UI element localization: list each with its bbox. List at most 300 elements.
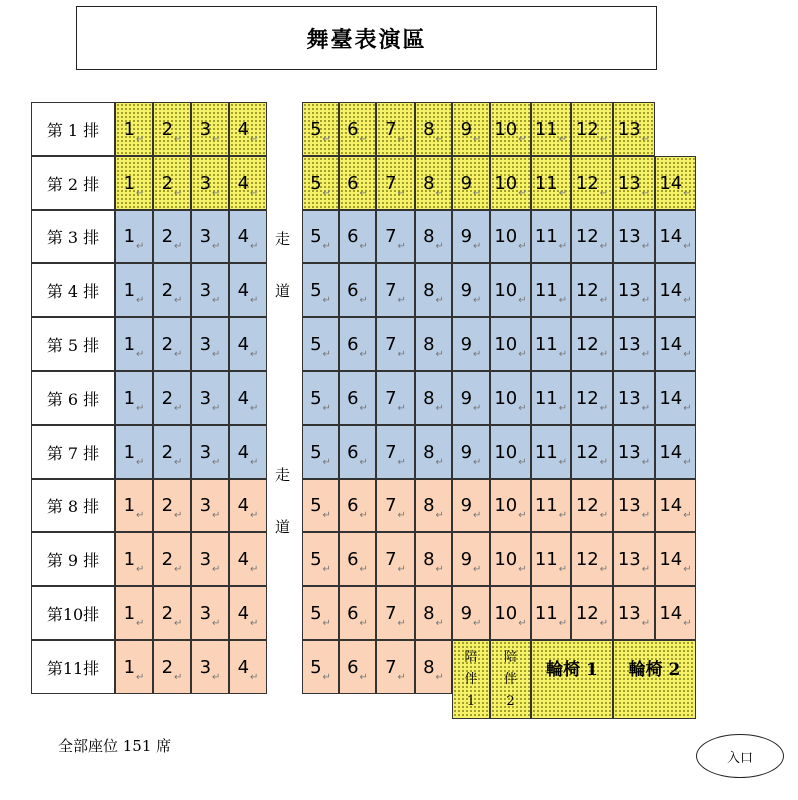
seat-mark: ↵ <box>558 188 568 199</box>
seat-mark: ↵ <box>136 241 145 252</box>
seat[interactable] <box>490 156 531 210</box>
seat-mark: ↵ <box>174 188 183 199</box>
seat[interactable] <box>415 317 452 371</box>
seat-number: 1 <box>123 656 136 678</box>
seat[interactable] <box>490 425 531 479</box>
seat[interactable] <box>571 586 613 640</box>
seat[interactable] <box>452 210 490 263</box>
seat[interactable] <box>655 532 696 586</box>
seat-mark: ↵ <box>683 241 692 252</box>
seat-mark: ↵ <box>558 564 568 575</box>
seat[interactable] <box>376 210 415 263</box>
seat-mark: ↵ <box>558 618 568 629</box>
seat[interactable] <box>302 317 339 371</box>
seat[interactable] <box>376 371 415 425</box>
seat[interactable] <box>613 425 655 479</box>
seat-mark: ↵ <box>212 564 221 575</box>
seat[interactable] <box>339 102 376 156</box>
seat-number: 3 <box>199 226 212 247</box>
seat-number: 11 <box>534 495 558 516</box>
seat-number: 14 <box>659 333 683 355</box>
seat[interactable] <box>655 425 696 479</box>
seat[interactable] <box>302 479 339 532</box>
seat[interactable] <box>613 317 655 371</box>
seat-mark: ↵ <box>683 457 692 468</box>
seat-number: 5 <box>310 226 322 247</box>
seat-number: 8 <box>423 602 435 624</box>
seat[interactable] <box>415 532 452 586</box>
seat[interactable] <box>191 479 229 532</box>
seat[interactable] <box>339 156 376 210</box>
seat-number: 4 <box>237 656 250 678</box>
seat[interactable] <box>415 371 452 425</box>
seat-number: 4 <box>237 495 250 516</box>
seat-number: 11 <box>534 226 558 247</box>
seat-mark: ↵ <box>212 403 221 414</box>
row-label: 第 8 排 <box>31 479 115 532</box>
seat[interactable] <box>376 156 415 210</box>
seat-mark: ↵ <box>435 618 444 629</box>
seat[interactable] <box>191 102 229 156</box>
seat[interactable] <box>415 102 452 156</box>
seat[interactable] <box>153 263 191 317</box>
seat[interactable] <box>302 156 339 210</box>
wheelchair-label: 輪椅 1 <box>546 660 598 680</box>
seat-mark: ↵ <box>558 295 568 306</box>
seat-number: 6 <box>347 656 359 678</box>
seat-mark: ↵ <box>641 403 651 414</box>
seat[interactable] <box>115 317 153 371</box>
seat-mark: ↵ <box>397 510 406 521</box>
seat-mark: ↵ <box>250 134 259 145</box>
seat-number: 6 <box>347 172 359 194</box>
seat[interactable] <box>302 425 339 479</box>
seat-number: 13 <box>617 548 641 570</box>
seat[interactable] <box>339 640 376 694</box>
seat[interactable] <box>191 210 229 263</box>
seat[interactable] <box>153 479 191 532</box>
seat-mark: ↵ <box>518 188 527 199</box>
seat[interactable] <box>229 156 267 210</box>
companion-char: 2 <box>506 693 515 709</box>
seat-number: 8 <box>423 226 435 247</box>
seat-number: 11 <box>534 172 558 194</box>
seat-number: 4 <box>237 602 250 624</box>
seat[interactable] <box>613 586 655 640</box>
seat[interactable] <box>531 479 571 532</box>
seat-number: 11 <box>534 548 558 570</box>
seat[interactable] <box>302 640 339 694</box>
seat-mark: ↵ <box>641 510 651 521</box>
seat-number: 7 <box>385 495 397 516</box>
seat[interactable] <box>531 586 571 640</box>
seat[interactable] <box>339 479 376 532</box>
seat[interactable] <box>229 102 267 156</box>
seat[interactable] <box>229 586 267 640</box>
seat[interactable] <box>302 102 339 156</box>
seat-mark: ↵ <box>641 241 651 252</box>
seat-mark: ↵ <box>397 672 406 683</box>
seat-number: 5 <box>310 548 322 570</box>
seat-number: 9 <box>460 387 473 409</box>
seat-mark: ↵ <box>212 188 221 199</box>
seat-mark: ↵ <box>397 457 406 468</box>
seat-number: 5 <box>310 656 322 678</box>
seat[interactable] <box>153 102 191 156</box>
seat-mark: ↵ <box>250 295 259 306</box>
companion-seat-2[interactable] <box>490 640 531 719</box>
seat-number: 6 <box>347 602 359 624</box>
seat[interactable] <box>376 425 415 479</box>
seat-number: 11 <box>534 602 558 624</box>
seat[interactable] <box>571 102 613 156</box>
seat-mark: ↵ <box>212 349 221 360</box>
seat-mark: ↵ <box>599 618 609 629</box>
seat[interactable] <box>115 532 153 586</box>
seat[interactable] <box>229 425 267 479</box>
seat[interactable] <box>339 532 376 586</box>
seat-number: 10 <box>494 495 518 516</box>
seat[interactable] <box>153 640 191 694</box>
seat-mark: ↵ <box>641 188 651 199</box>
seat[interactable] <box>655 479 696 532</box>
seat[interactable] <box>229 640 267 694</box>
seat[interactable] <box>613 263 655 317</box>
seat[interactable] <box>531 210 571 263</box>
seat-mark: ↵ <box>250 510 259 521</box>
seat-number: 2 <box>161 279 174 301</box>
seat-mark: ↵ <box>518 134 527 145</box>
seat-mark: ↵ <box>518 349 527 360</box>
seat[interactable] <box>571 425 613 479</box>
seat-number: 12 <box>575 279 599 301</box>
seat[interactable] <box>452 263 490 317</box>
seat-mark: ↵ <box>136 403 145 414</box>
seat-number: 9 <box>460 172 473 194</box>
seat-number: 4 <box>237 387 250 409</box>
companion-seat-1[interactable] <box>452 640 490 719</box>
seat[interactable] <box>153 156 191 210</box>
seat[interactable] <box>415 156 452 210</box>
seat-mark: ↵ <box>558 349 568 360</box>
seat-mark: ↵ <box>473 241 482 252</box>
seat[interactable] <box>415 640 452 694</box>
seat[interactable] <box>302 210 339 263</box>
seat[interactable] <box>376 586 415 640</box>
seat-mark: ↵ <box>359 295 368 306</box>
seat-mark: ↵ <box>641 564 651 575</box>
seat[interactable] <box>191 532 229 586</box>
seat-mark: ↵ <box>322 618 331 629</box>
seat-mark: ↵ <box>435 672 444 683</box>
seat[interactable] <box>191 640 229 694</box>
seat[interactable] <box>302 532 339 586</box>
seat[interactable] <box>452 102 490 156</box>
seat[interactable] <box>339 425 376 479</box>
seat[interactable] <box>452 586 490 640</box>
seat[interactable] <box>571 371 613 425</box>
seat[interactable] <box>655 263 696 317</box>
seat-number: 12 <box>575 548 599 570</box>
seat[interactable] <box>115 479 153 532</box>
seat[interactable] <box>376 317 415 371</box>
seat-number: 5 <box>310 441 322 463</box>
seat[interactable] <box>571 532 613 586</box>
seat-mark: ↵ <box>136 134 145 145</box>
seat-number: 7 <box>385 118 397 140</box>
seat[interactable] <box>571 156 613 210</box>
seat[interactable] <box>376 640 415 694</box>
companion-char: 陪 <box>503 649 517 665</box>
seat[interactable] <box>115 640 153 694</box>
seat[interactable] <box>452 156 490 210</box>
seat[interactable] <box>415 263 452 317</box>
seat[interactable] <box>452 532 490 586</box>
seat-number: 6 <box>347 387 359 409</box>
seat-mark: ↵ <box>599 349 609 360</box>
seat-mark: ↵ <box>599 134 609 145</box>
seat[interactable] <box>229 371 267 425</box>
seat-mark: ↵ <box>322 134 331 145</box>
seat[interactable] <box>531 425 571 479</box>
seat[interactable] <box>571 479 613 532</box>
seat[interactable] <box>115 210 153 263</box>
seat[interactable] <box>531 317 571 371</box>
seat[interactable] <box>302 586 339 640</box>
seat-number: 12 <box>575 118 599 140</box>
seat-number: 1 <box>123 279 136 301</box>
seat-mark: ↵ <box>250 241 259 252</box>
seat-mark: ↵ <box>322 672 331 683</box>
seat[interactable] <box>490 263 531 317</box>
seat-number: 1 <box>123 602 136 624</box>
seat[interactable] <box>415 425 452 479</box>
seat-number: 14 <box>659 279 683 301</box>
seat[interactable] <box>655 586 696 640</box>
seat[interactable] <box>415 210 452 263</box>
seat-number: 8 <box>423 172 435 194</box>
seat[interactable] <box>115 263 153 317</box>
seat[interactable] <box>229 479 267 532</box>
seat[interactable] <box>415 479 452 532</box>
seat-mark: ↵ <box>599 457 609 468</box>
seat-number: 5 <box>310 172 322 194</box>
seat[interactable] <box>490 210 531 263</box>
seat[interactable] <box>531 263 571 317</box>
seat-number: 5 <box>310 387 322 409</box>
seat-number: 4 <box>237 548 250 570</box>
seat[interactable] <box>655 210 696 263</box>
seat[interactable] <box>531 156 571 210</box>
seat-number: 13 <box>617 495 641 516</box>
seat[interactable] <box>191 425 229 479</box>
seat-mark: ↵ <box>473 295 482 306</box>
seat[interactable] <box>191 317 229 371</box>
seat-mark: ↵ <box>599 241 609 252</box>
seat-number: 7 <box>385 226 397 247</box>
seat-mark: ↵ <box>136 188 145 199</box>
seat[interactable] <box>613 210 655 263</box>
seat[interactable] <box>613 102 655 156</box>
wheelchair-space-1[interactable] <box>531 640 613 719</box>
seat-number: 10 <box>494 226 518 247</box>
aisle-label-char: 道 <box>275 282 291 300</box>
seat-number: 9 <box>460 495 473 516</box>
seat[interactable] <box>376 102 415 156</box>
seat-mark: ↵ <box>212 672 221 683</box>
seat[interactable] <box>376 263 415 317</box>
seat[interactable] <box>490 102 531 156</box>
aisle-label-char: 走 <box>275 230 291 248</box>
seat-number: 2 <box>161 441 174 463</box>
seat[interactable] <box>115 102 153 156</box>
seat[interactable] <box>613 532 655 586</box>
seat[interactable] <box>339 371 376 425</box>
seat[interactable] <box>655 156 696 210</box>
wheelchair-space-2[interactable] <box>613 640 696 719</box>
seat[interactable] <box>490 479 531 532</box>
seat[interactable] <box>115 425 153 479</box>
seat[interactable] <box>490 371 531 425</box>
stage-area <box>76 6 657 70</box>
seat[interactable] <box>229 317 267 371</box>
seat-mark: ↵ <box>518 510 527 521</box>
seat-mark: ↵ <box>558 510 568 521</box>
seat-mark: ↵ <box>473 618 482 629</box>
seat-number: 10 <box>494 441 518 463</box>
seat-number: 2 <box>161 602 174 624</box>
seat-mark: ↵ <box>174 510 183 521</box>
seat[interactable] <box>613 371 655 425</box>
seat-mark: ↵ <box>641 295 651 306</box>
seat[interactable] <box>229 263 267 317</box>
seat-number: 13 <box>617 118 641 140</box>
seat-mark: ↵ <box>397 349 406 360</box>
seat[interactable] <box>115 586 153 640</box>
seat-mark: ↵ <box>212 295 221 306</box>
seat[interactable] <box>531 102 571 156</box>
seat[interactable] <box>613 156 655 210</box>
seat[interactable] <box>571 263 613 317</box>
seat-number: 3 <box>199 279 212 301</box>
seat-mark: ↵ <box>558 457 568 468</box>
seat-number: 1 <box>123 172 136 194</box>
seat-mark: ↵ <box>174 457 183 468</box>
seat-mark: ↵ <box>683 564 692 575</box>
seat-mark: ↵ <box>322 349 331 360</box>
seat-number: 9 <box>460 226 473 247</box>
seat[interactable] <box>490 586 531 640</box>
seat[interactable] <box>153 586 191 640</box>
seat[interactable] <box>415 586 452 640</box>
seat[interactable] <box>153 317 191 371</box>
seat[interactable] <box>339 586 376 640</box>
seat-number: 5 <box>310 602 322 624</box>
seat-mark: ↵ <box>473 510 482 521</box>
seat[interactable] <box>229 210 267 263</box>
seat[interactable] <box>452 425 490 479</box>
seat[interactable] <box>115 371 153 425</box>
seat-number: 13 <box>617 172 641 194</box>
seat[interactable] <box>490 317 531 371</box>
seat-mark: ↵ <box>359 188 368 199</box>
seat-mark: ↵ <box>518 618 527 629</box>
seat-number: 13 <box>617 441 641 463</box>
seat-number: 5 <box>310 495 322 516</box>
seat[interactable] <box>613 479 655 532</box>
seat[interactable] <box>302 263 339 317</box>
seat-mark: ↵ <box>435 564 444 575</box>
seat-number: 7 <box>385 602 397 624</box>
seat[interactable] <box>229 532 267 586</box>
seat-number: 14 <box>659 495 683 516</box>
seat-mark: ↵ <box>322 403 331 414</box>
seat-mark: ↵ <box>558 403 568 414</box>
seat[interactable] <box>452 317 490 371</box>
seat[interactable] <box>571 317 613 371</box>
row-label: 第 2 排 <box>31 156 115 210</box>
seat-mark: ↵ <box>359 510 368 521</box>
seat[interactable] <box>191 586 229 640</box>
seat[interactable] <box>531 532 571 586</box>
seat[interactable] <box>191 156 229 210</box>
seat-mark: ↵ <box>397 618 406 629</box>
seat[interactable] <box>339 210 376 263</box>
seat-mark: ↵ <box>518 241 527 252</box>
seat-mark: ↵ <box>435 241 444 252</box>
seat[interactable] <box>655 371 696 425</box>
seat[interactable] <box>153 425 191 479</box>
seat-number: 7 <box>385 172 397 194</box>
seat-mark: ↵ <box>136 510 145 521</box>
seat[interactable] <box>191 371 229 425</box>
seat-number: 6 <box>347 495 359 516</box>
seat[interactable] <box>191 263 229 317</box>
seat-mark: ↵ <box>683 510 692 521</box>
seat[interactable] <box>339 263 376 317</box>
seat[interactable] <box>376 532 415 586</box>
seat[interactable] <box>531 371 571 425</box>
seat[interactable] <box>452 479 490 532</box>
seat-mark: ↵ <box>212 241 221 252</box>
seat-mark: ↵ <box>136 672 145 683</box>
seat[interactable] <box>153 371 191 425</box>
seat-mark: ↵ <box>435 403 444 414</box>
seat[interactable] <box>452 371 490 425</box>
seat[interactable] <box>115 156 153 210</box>
seat-number: 3 <box>199 656 212 678</box>
seat[interactable] <box>339 317 376 371</box>
seat[interactable] <box>655 317 696 371</box>
seat-number: 8 <box>423 387 435 409</box>
row-label: 第11排 <box>31 640 115 694</box>
seat[interactable] <box>571 210 613 263</box>
seat-number: 13 <box>617 333 641 355</box>
seat[interactable] <box>153 532 191 586</box>
seat[interactable] <box>490 532 531 586</box>
seat-number: 3 <box>199 441 212 463</box>
seat-mark: ↵ <box>473 564 482 575</box>
entrance-label: 入口 <box>726 750 753 766</box>
seat[interactable] <box>302 371 339 425</box>
row-label: 第 3 排 <box>31 210 115 263</box>
seat-number: 1 <box>123 118 136 140</box>
seat[interactable] <box>153 210 191 263</box>
seat-number: 3 <box>199 602 212 624</box>
seat[interactable] <box>376 479 415 532</box>
seat-number: 1 <box>123 226 136 247</box>
seat-mark: ↵ <box>250 618 259 629</box>
